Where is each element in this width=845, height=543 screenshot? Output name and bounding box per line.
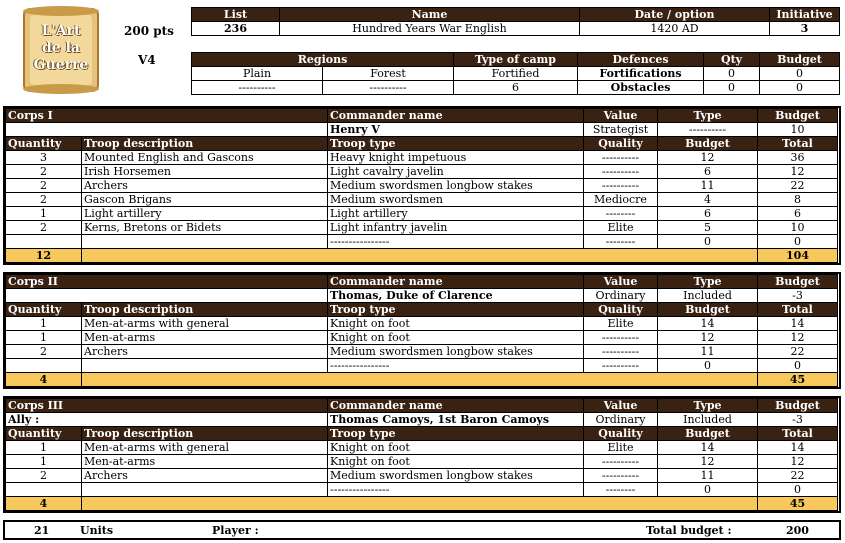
- troop-budget: 0: [658, 359, 758, 373]
- fortifications-budget: 0: [760, 67, 840, 81]
- value-header: Value: [584, 275, 658, 289]
- commander-value[interactable]: Ordinary: [584, 413, 658, 427]
- commander-budget: -3: [758, 289, 838, 303]
- troop-type[interactable]: Medium swordsmen: [328, 193, 584, 207]
- troop-description[interactable]: Men-at-arms with general: [82, 317, 328, 331]
- troop-description[interactable]: Kerns, Bretons or Bidets: [82, 221, 328, 235]
- list-info-table: [191, 7, 840, 36]
- commander-name-header: Commander name: [328, 109, 584, 123]
- troop-budget: 0: [658, 483, 758, 497]
- commander-name-header: Commander name: [328, 399, 584, 413]
- corps-units-count: 4: [6, 373, 82, 387]
- troop-quality[interactable]: ----------: [584, 165, 658, 179]
- troop-total: 14: [758, 441, 838, 455]
- troop-quality[interactable]: Mediocre: [584, 193, 658, 207]
- troop-description[interactable]: Mounted English and Gascons: [82, 151, 328, 165]
- troop-quality[interactable]: --------: [584, 235, 658, 249]
- logo-line-2: de la: [42, 40, 80, 56]
- army-date[interactable]: 1420 AD: [580, 22, 770, 36]
- troop-description[interactable]: Light artillery: [82, 207, 328, 221]
- troop-quantity[interactable]: 2: [6, 165, 82, 179]
- obstacles-budget: 0: [760, 81, 840, 95]
- list-col-date: Date / option: [580, 8, 770, 22]
- list-col-name: Name: [280, 8, 580, 22]
- units-label: Units: [80, 524, 114, 537]
- corps-frame: [3, 396, 841, 513]
- troop-budget: 12: [658, 151, 758, 165]
- points-label: 200 pts: [124, 24, 174, 38]
- commander-name[interactable]: Henry V: [328, 123, 584, 137]
- troop-budget: 6: [658, 207, 758, 221]
- camp-header: Type of camp: [454, 53, 578, 67]
- corps-name: Corps III: [6, 399, 328, 413]
- troop-type[interactable]: Light artillery: [328, 207, 584, 221]
- troop-quantity[interactable]: 2: [6, 179, 82, 193]
- corps-frame: [3, 106, 841, 265]
- troop-budget: 11: [658, 179, 758, 193]
- corps-total: 45: [758, 373, 838, 387]
- commander-name[interactable]: Thomas Camoys, 1st Baron Camoys: [328, 413, 584, 427]
- camp-type[interactable]: Fortified: [454, 67, 578, 81]
- troop-type[interactable]: Medium swordsmen longbow stakes: [328, 469, 584, 483]
- troop-total: 12: [758, 331, 838, 345]
- troop-budget: 5: [658, 221, 758, 235]
- troop-quality[interactable]: Elite: [584, 441, 658, 455]
- troop-description[interactable]: Gascon Brigans: [82, 193, 328, 207]
- troop-total: 6: [758, 207, 838, 221]
- camp-value[interactable]: 6: [454, 81, 578, 95]
- troop-quantity[interactable]: 2: [6, 469, 82, 483]
- commander-value[interactable]: Ordinary: [584, 289, 658, 303]
- corps-name: Corps II: [6, 275, 328, 289]
- army-name[interactable]: Hundred Years War English: [280, 22, 580, 36]
- troop-quantity[interactable]: 1: [6, 207, 82, 221]
- logo-line-1: L'Art: [41, 23, 81, 39]
- troop-budget: 11: [658, 469, 758, 483]
- budget-header: Budget: [758, 399, 838, 413]
- troop-budget: 12: [658, 331, 758, 345]
- type-header: Type: [658, 399, 758, 413]
- troop-type[interactable]: Knight on foot: [328, 331, 584, 345]
- troop-description[interactable]: Men-at-arms with general: [82, 441, 328, 455]
- troop-total: 22: [758, 469, 838, 483]
- quantity-header: Quantity: [6, 427, 82, 441]
- corps-name: Corps I: [6, 109, 328, 123]
- troop-budget: 12: [658, 455, 758, 469]
- qty-header: Qty: [704, 53, 760, 67]
- troop-quality[interactable]: ----------: [584, 331, 658, 345]
- terrain-row-2: [192, 81, 840, 95]
- quantity-header: Quantity: [6, 303, 82, 317]
- commander-type[interactable]: Included: [658, 289, 758, 303]
- troop-budget: 14: [658, 441, 758, 455]
- troop-description[interactable]: Men-at-arms: [82, 331, 328, 345]
- troop-type[interactable]: ----------------: [328, 483, 584, 497]
- region-3[interactable]: ----------: [192, 81, 323, 95]
- troop-quantity[interactable]: 2: [6, 193, 82, 207]
- troop-quality[interactable]: ----------: [584, 469, 658, 483]
- troop-type-header: Troop type: [328, 137, 584, 151]
- troop-quantity[interactable]: 1: [6, 455, 82, 469]
- troop-quality[interactable]: ----------: [584, 345, 658, 359]
- corps-units-count: 4: [6, 497, 82, 511]
- troop-type[interactable]: Knight on foot: [328, 455, 584, 469]
- logo: [20, 3, 102, 96]
- region-1[interactable]: Plain: [192, 67, 323, 81]
- budget-header: Budget: [758, 275, 838, 289]
- corps-frame: [3, 272, 841, 389]
- list-header-row: [192, 8, 840, 22]
- troop-type[interactable]: Knight on foot: [328, 317, 584, 331]
- troop-quantity[interactable]: 1: [6, 317, 82, 331]
- troop-quantity[interactable]: 1: [6, 331, 82, 345]
- troop-description-header: Troop description: [82, 303, 328, 317]
- budget-header: Budget: [758, 109, 838, 123]
- commander-value[interactable]: Strategist: [584, 123, 658, 137]
- commander-budget: -3: [758, 413, 838, 427]
- commander-name[interactable]: Thomas, Duke of Clarence: [328, 289, 584, 303]
- troop-budget: 4: [658, 193, 758, 207]
- troop-type-header: Troop type: [328, 303, 584, 317]
- troop-total: 12: [758, 455, 838, 469]
- troop-budget: 11: [658, 345, 758, 359]
- regions-header: Regions: [192, 53, 454, 67]
- corps-units-count: 12: [6, 249, 82, 263]
- troop-budget-header: Budget: [658, 427, 758, 441]
- troop-total: 8: [758, 193, 838, 207]
- value-header: Value: [584, 399, 658, 413]
- troop-description[interactable]: Men-at-arms: [82, 455, 328, 469]
- troop-type[interactable]: Heavy knight impetuous: [328, 151, 584, 165]
- quality-header: Quality: [584, 303, 658, 317]
- troop-total: 22: [758, 345, 838, 359]
- troop-type[interactable]: ----------------: [328, 235, 584, 249]
- troop-description[interactable]: Irish Horsemen: [82, 165, 328, 179]
- list-value-row: [192, 22, 840, 36]
- troop-description-header: Troop description: [82, 427, 328, 441]
- type-header: Type: [658, 109, 758, 123]
- troop-quality[interactable]: ----------: [584, 179, 658, 193]
- defences-header: Defences: [578, 53, 704, 67]
- list-number[interactable]: 236: [192, 22, 280, 36]
- version-label: V4: [138, 53, 156, 67]
- troop-quality[interactable]: Elite: [584, 317, 658, 331]
- list-col-initiative: Initiative: [770, 8, 840, 22]
- troop-type-header: Troop type: [328, 427, 584, 441]
- logo-text: [20, 23, 102, 74]
- terrain-row-1: [192, 67, 840, 81]
- total-budget-label: Total budget :: [646, 524, 732, 537]
- list-col-list: List: [192, 8, 280, 22]
- troop-description[interactable]: Archers: [82, 345, 328, 359]
- troop-quantity[interactable]: 2: [6, 221, 82, 235]
- troop-quality[interactable]: ----------: [584, 151, 658, 165]
- troop-description-header: Troop description: [82, 137, 328, 151]
- quality-header: Quality: [584, 427, 658, 441]
- commander-name-header: Commander name: [328, 275, 584, 289]
- troop-quality[interactable]: Elite: [584, 221, 658, 235]
- troop-quality[interactable]: ----------: [584, 455, 658, 469]
- troop-type[interactable]: ----------------: [328, 359, 584, 373]
- troop-type[interactable]: Medium swordsmen longbow stakes: [328, 345, 584, 359]
- total-header: Total: [758, 427, 838, 441]
- troop-quality[interactable]: ----------: [584, 359, 658, 373]
- troop-type[interactable]: Medium swordsmen longbow stakes: [328, 179, 584, 193]
- troop-description[interactable]: Archers: [82, 179, 328, 193]
- troop-total: 10: [758, 221, 838, 235]
- troop-quantity[interactable]: 2: [6, 345, 82, 359]
- troop-total: 36: [758, 151, 838, 165]
- initiative-value[interactable]: 3: [770, 22, 840, 36]
- obstacles-label: Obstacles: [578, 81, 704, 95]
- troop-total: 22: [758, 179, 838, 193]
- logo-line-3: Guerre: [33, 57, 89, 73]
- fortifications-label: Fortifications: [578, 67, 704, 81]
- troop-type[interactable]: Knight on foot: [328, 441, 584, 455]
- commander-budget: 10: [758, 123, 838, 137]
- troop-quality[interactable]: --------: [584, 207, 658, 221]
- troop-total: 0: [758, 359, 838, 373]
- commander-type[interactable]: Included: [658, 413, 758, 427]
- troop-budget-header: Budget: [658, 137, 758, 151]
- region-2[interactable]: Forest: [323, 67, 454, 81]
- terrain-header-row: [192, 53, 840, 67]
- troop-total: 0: [758, 235, 838, 249]
- quantity-header: Quantity: [6, 137, 82, 151]
- total-header: Total: [758, 137, 838, 151]
- ally-label: Ally :: [6, 413, 328, 427]
- units-count: 21: [34, 524, 50, 537]
- obstacles-qty[interactable]: 0: [704, 81, 760, 95]
- commander-type[interactable]: ----------: [658, 123, 758, 137]
- troop-total: 12: [758, 165, 838, 179]
- troop-budget-header: Budget: [658, 303, 758, 317]
- troop-budget: 14: [658, 317, 758, 331]
- troop-total: 14: [758, 317, 838, 331]
- terrain-table: [191, 52, 840, 95]
- troop-budget: 0: [658, 235, 758, 249]
- troop-type[interactable]: Light cavalry javelin: [328, 165, 584, 179]
- total-budget-value: 200: [786, 524, 809, 537]
- troop-quantity[interactable]: 1: [6, 441, 82, 455]
- troop-description[interactable]: Archers: [82, 469, 328, 483]
- player-label: Player :: [212, 524, 259, 537]
- troop-quantity[interactable]: 3: [6, 151, 82, 165]
- fortifications-qty[interactable]: 0: [704, 67, 760, 81]
- troop-type[interactable]: Light infantry javelin: [328, 221, 584, 235]
- region-4[interactable]: ----------: [323, 81, 454, 95]
- troop-total: 0: [758, 483, 838, 497]
- corps-total: 104: [758, 249, 838, 263]
- quality-header: Quality: [584, 137, 658, 151]
- troop-quality[interactable]: --------: [584, 483, 658, 497]
- type-header: Type: [658, 275, 758, 289]
- total-header: Total: [758, 303, 838, 317]
- corps-total: 45: [758, 497, 838, 511]
- value-header: Value: [584, 109, 658, 123]
- troop-budget: 6: [658, 165, 758, 179]
- budget-header: Budget: [760, 53, 840, 67]
